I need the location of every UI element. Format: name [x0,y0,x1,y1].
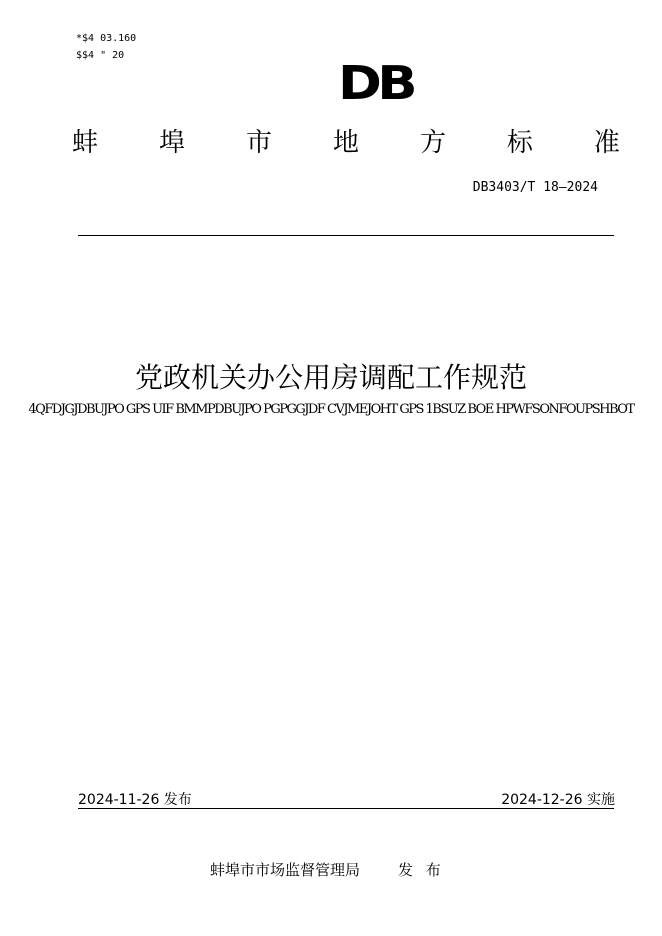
title-char: 埠 [158,128,185,158]
title-char: 市 [245,128,272,158]
implement-date: 2024-12-26 实施 [501,792,615,808]
db-logo: DB [338,56,414,110]
title-char: 地 [332,128,359,158]
standard-number: DB3403/T 18—2024 [472,180,598,195]
top-divider [78,235,614,236]
title-char: 准 [593,128,620,158]
title-char: 方 [419,128,446,158]
document-subtitle: 4QFDJGJDBUJPO GPS UIF BMMPDBUJPO PGPGGJDF CVJMEJOHT GPS 1BSUZ BOE HPWFSONFOUPSHBOT [28,402,634,417]
document-title: 党政机关办公用房调配工作规范 [134,361,527,394]
publish-date: 2024-11-26 发布 [78,792,192,808]
issue-label: 发 布 [398,861,445,879]
title-char: 标 [506,128,533,158]
issuing-authority: 蚌埠市市场监督管理局 [210,861,361,879]
ics-code: *$4 03.160 [76,33,137,44]
ccs-code: $$4 " 20 [76,50,125,61]
standard-category-title [72,126,620,160]
title-char: 蚌 [72,128,99,158]
bottom-divider [78,808,614,809]
